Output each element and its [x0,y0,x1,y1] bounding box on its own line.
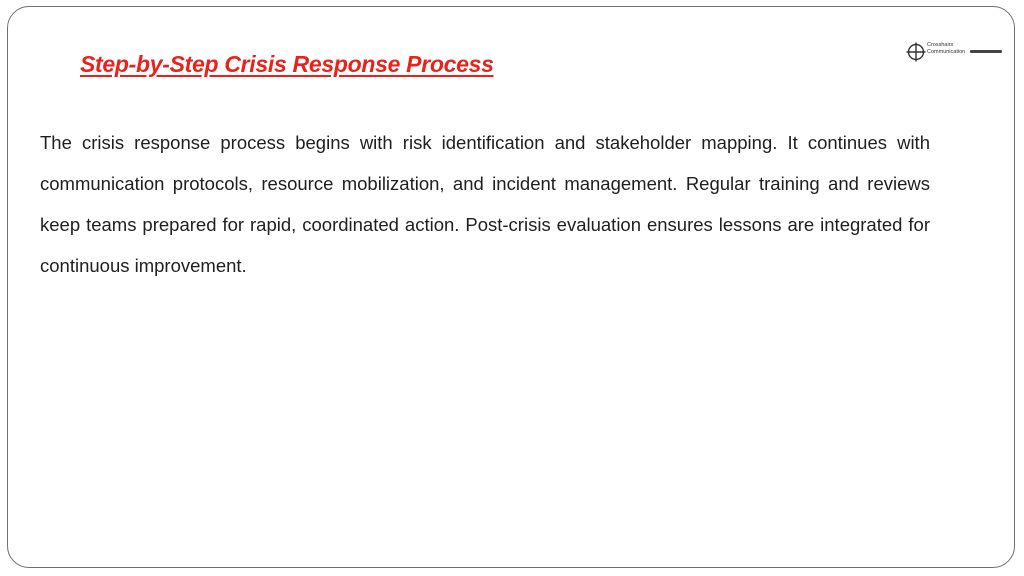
logo-line-1: Crosshairs [927,42,954,48]
logo-underline [970,50,1002,53]
slide-frame [7,6,1015,568]
crosshair-icon [906,42,926,62]
company-logo [904,40,1004,66]
slide-title: Step-by-Step Crisis Response Process [80,51,494,77]
logo-wordmark [927,42,965,55]
slide-body-text: The crisis response process begins with risk identification and stakeholder mapping. It continues with communication protocols, resource mobilization, and incident management. Regular training and reviews keep teams prepared for rapid, coordinated action. Post-crisis evaluation ensures lessons are integrated for continuous improvement. [40,132,930,276]
logo-line-2: Communication [927,48,966,55]
